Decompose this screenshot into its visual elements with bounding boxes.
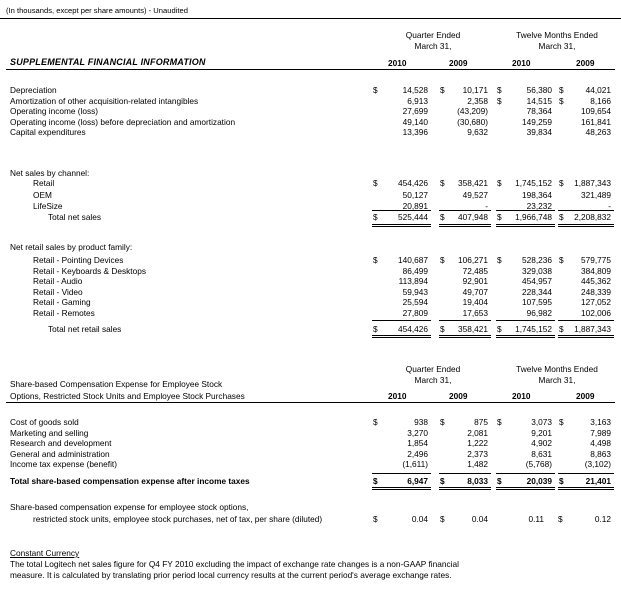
quarter-header-line1: Quarter Ended — [405, 30, 461, 40]
table-row — [0, 97, 621, 106]
units-note: (In thousands, except per share amounts) - Unaudited — [6, 6, 188, 15]
cell-value: (5,768) — [525, 459, 552, 469]
currency-symbol: $ — [559, 85, 564, 95]
twelve-header-line2: March 31, — [538, 375, 576, 385]
currency-symbol: $ — [497, 212, 502, 222]
row-label: Research and development — [10, 438, 112, 448]
double-underline — [496, 487, 555, 490]
cell-value: 72,485 — [462, 265, 488, 276]
twelve-header-line2: March 31, — [538, 41, 576, 51]
currency-symbol: $ — [440, 324, 445, 334]
per-share-value-4: 0.12 — [594, 514, 611, 524]
row-label: Retail - Pointing Devices — [33, 255, 124, 265]
currency-symbol: $ — [497, 95, 502, 106]
currency-symbol: $ — [440, 476, 445, 486]
cell-value: 1,887,343 — [574, 178, 611, 188]
section2-title-line2: Options, Restricted Stock Units and Employee Stock Purchases — [10, 391, 245, 401]
row-label: Total net sales — [48, 212, 102, 222]
cell-value: 59,943 — [402, 286, 428, 297]
cell-value: 2,373 — [467, 448, 488, 459]
table-row — [0, 267, 621, 276]
cell-value: 44,021 — [585, 85, 611, 95]
currency-symbol: $ — [497, 255, 502, 265]
cell-value: 20,891 — [402, 201, 428, 211]
cell-value: 149,259 — [522, 116, 552, 127]
section-title-supplemental: SUPPLEMENTAL FINANCIAL INFORMATION — [10, 57, 206, 67]
cell-value: 454,426 — [398, 324, 428, 334]
currency-symbol: $ — [497, 324, 502, 334]
year-q-2010: 2010 — [388, 391, 407, 401]
double-underline — [372, 224, 431, 227]
currency-symbol: $ — [373, 212, 378, 222]
year-q-2009: 2009 — [449, 58, 468, 68]
cell-value: 4,498 — [590, 438, 611, 448]
cell-value: 23,232 — [526, 201, 552, 211]
table-row — [0, 298, 621, 307]
cell-value: 938 — [414, 417, 428, 427]
cell-value: 102,006 — [581, 307, 611, 318]
row-label: Retail - Keyboards & Desktops — [33, 265, 146, 276]
cell-value: 107,595 — [522, 297, 552, 307]
cell-value: 454,426 — [398, 178, 428, 188]
twelve-header-1 — [497, 30, 617, 52]
row-label: Retail - Gaming — [33, 297, 91, 307]
cell-value: 9,632 — [467, 127, 488, 137]
total-row — [0, 325, 621, 334]
row-label: Retail - Video — [33, 286, 83, 297]
cell-value: 1,222 — [467, 438, 488, 448]
row-label: Marketing and selling — [10, 427, 89, 438]
table-row — [0, 450, 621, 459]
row-label: Retail - Remotes — [33, 307, 95, 318]
year-t-2010: 2010 — [512, 58, 531, 68]
top-rule — [0, 18, 621, 19]
header-rule-1 — [6, 69, 615, 70]
cell-value: 113,894 — [398, 276, 428, 286]
row-label: Amortization of other acquisition-related intangibles — [10, 95, 199, 106]
cell-value: 86,499 — [402, 265, 428, 276]
per-share-sym-3: $ — [558, 514, 563, 524]
per-share-value-2: 0.04 — [471, 514, 488, 524]
cell-value: 2,496 — [407, 448, 428, 459]
quarter-header-line2: March 31, — [414, 41, 452, 51]
cell-value: 8,863 — [590, 448, 611, 459]
double-underline — [439, 224, 491, 227]
cell-value: 78,364 — [526, 106, 552, 116]
cell-value: 1,887,343 — [574, 324, 611, 334]
cell-value: 6,947 — [407, 476, 428, 486]
row-label: Cost of goods sold — [10, 417, 79, 427]
cell-value: 4,902 — [531, 438, 552, 448]
cell-value: 161,841 — [581, 116, 611, 127]
cell-value: 25,594 — [402, 297, 428, 307]
table-row — [0, 191, 621, 200]
year-q-2010: 2010 — [388, 58, 407, 68]
table-row — [0, 460, 621, 469]
cell-value: 1,745,152 — [515, 324, 552, 334]
cell-value: 6,913 — [407, 95, 428, 106]
table-row — [0, 118, 621, 127]
cell-value: 875 — [474, 417, 488, 427]
cell-value: 358,421 — [458, 178, 488, 188]
currency-symbol: $ — [559, 95, 564, 106]
currency-symbol: $ — [440, 85, 445, 95]
double-underline — [372, 487, 431, 490]
header-rule-2 — [6, 402, 615, 403]
cell-value: 21,401 — [585, 476, 611, 486]
cell-value: 2,208,832 — [574, 212, 611, 222]
table-row — [0, 128, 621, 137]
cell-value: 321,489 — [581, 189, 611, 200]
row-label: OEM — [33, 189, 52, 200]
currency-symbol: $ — [559, 255, 564, 265]
double-underline — [496, 335, 555, 338]
footnote-line2: measure. It is calculated by translating prior period local currency results at the current period's average exchange rates. — [10, 570, 452, 580]
footnote-line1: The total Logitech net sales figure for Q4 FY 2010 excluding the impact of exchange rate changes is a non-GAAP financial — [10, 559, 459, 569]
currency-symbol: $ — [373, 85, 378, 95]
twelve-header-line1: Twelve Months Ended — [516, 30, 598, 40]
row-label: Income tax expense (benefit) — [10, 459, 117, 469]
row-label: Operating income (loss) before depreciation and amortization — [10, 116, 236, 127]
cell-value: 19,404 — [462, 297, 488, 307]
table-row — [0, 256, 621, 265]
cell-value: 2,081 — [467, 427, 488, 438]
cell-value: - — [485, 201, 488, 211]
per-share-sym-2: $ — [440, 514, 445, 524]
cell-value: 8,033 — [467, 476, 488, 486]
cell-value: 92,901 — [462, 276, 488, 286]
currency-symbol: $ — [440, 212, 445, 222]
cell-value: (43,209) — [457, 106, 488, 116]
cell-value: 384,809 — [581, 265, 611, 276]
row-label: Operating income (loss) — [10, 106, 99, 116]
currency-symbol: $ — [373, 417, 378, 427]
currency-symbol: $ — [559, 476, 564, 486]
table-row — [0, 429, 621, 438]
cell-value: 329,038 — [522, 265, 552, 276]
cell-value: 106,271 — [458, 255, 488, 265]
table-row — [0, 179, 621, 188]
cell-value: 49,140 — [402, 116, 428, 127]
per-share-line2: restricted stock units, employee stock purchases, net of tax, per share (diluted) — [33, 514, 323, 524]
cell-value: 228,344 — [522, 286, 552, 297]
currency-symbol: $ — [440, 178, 445, 188]
single-underline — [372, 210, 431, 211]
cell-value: 528,236 — [522, 255, 552, 265]
single-underline — [496, 473, 555, 474]
row-label: Total net retail sales — [48, 324, 122, 334]
row-label: Retail - Audio — [33, 276, 83, 286]
double-underline — [439, 335, 491, 338]
table-row — [0, 418, 621, 427]
currency-symbol: $ — [373, 476, 378, 486]
year-q-2009: 2009 — [449, 391, 468, 401]
double-underline — [439, 487, 491, 490]
row-label: General and administration — [10, 448, 110, 459]
cell-value: 9,201 — [531, 427, 552, 438]
table-row — [0, 309, 621, 318]
row-label: Depreciation — [10, 85, 57, 95]
cell-value: 407,948 — [458, 212, 488, 222]
currency-symbol: $ — [440, 417, 445, 427]
section2-title-line1: Share-based Compensation Expense for Employee Stock — [10, 379, 223, 389]
per-share-value-1: 0.04 — [411, 514, 428, 524]
single-underline — [372, 320, 431, 321]
total-row — [0, 477, 621, 486]
twelve-header-line1: Twelve Months Ended — [516, 364, 598, 374]
cell-value: 525,444 — [398, 212, 428, 222]
cell-value: 27,699 — [402, 106, 428, 116]
cell-value: 20,039 — [526, 476, 552, 486]
cell-value: 13,396 — [402, 127, 428, 137]
cell-value: 358,421 — [458, 324, 488, 334]
currency-symbol: $ — [440, 255, 445, 265]
cell-value: - — [608, 201, 611, 211]
currency-symbol: $ — [373, 324, 378, 334]
cell-value: (1,611) — [402, 459, 428, 469]
per-share-value-3: 0.11 — [528, 514, 544, 524]
cell-value: 1,854 — [407, 438, 428, 448]
cell-value: 96,982 — [526, 307, 552, 318]
single-underline — [558, 473, 614, 474]
cell-value: 1,745,152 — [515, 178, 552, 188]
cell-value: 49,707 — [462, 286, 488, 297]
cell-value: 14,515 — [526, 95, 552, 106]
single-underline — [496, 210, 555, 211]
currency-symbol: $ — [497, 417, 502, 427]
cell-value: 198,364 — [522, 189, 552, 200]
currency-symbol: $ — [497, 85, 502, 95]
double-underline — [558, 224, 614, 227]
currency-symbol: $ — [559, 324, 564, 334]
quarter-header-2 — [378, 364, 488, 386]
cell-value: 7,989 — [590, 427, 611, 438]
table-row — [0, 86, 621, 95]
single-underline — [558, 320, 614, 321]
cell-value: 14,528 — [402, 85, 428, 95]
cell-value: 127,052 — [581, 297, 611, 307]
currency-symbol: $ — [559, 178, 564, 188]
single-underline — [439, 473, 491, 474]
table-row — [0, 439, 621, 448]
cell-value: 39,834 — [526, 127, 552, 137]
cell-value: 579,775 — [581, 255, 611, 265]
per-share-line1: Share-based compensation expense for employee stock options, — [10, 502, 249, 512]
cell-value: (30,680) — [457, 116, 488, 127]
block-title: Net retail sales by product family: — [10, 242, 133, 252]
single-underline — [558, 210, 614, 211]
cell-value: 3,163 — [590, 417, 611, 427]
table-row — [0, 288, 621, 297]
cell-value: 3,270 — [407, 427, 428, 438]
single-underline — [439, 320, 491, 321]
currency-symbol: $ — [497, 178, 502, 188]
currency-symbol: $ — [373, 255, 378, 265]
single-underline — [496, 320, 555, 321]
cell-value: 56,380 — [526, 85, 552, 95]
cell-value: 109,654 — [581, 106, 611, 116]
cell-value: 48,263 — [585, 127, 611, 137]
table-row — [0, 277, 621, 286]
row-label: Capital expenditures — [10, 127, 86, 137]
row-label: Retail — [33, 178, 55, 188]
cell-value: 50,127 — [402, 189, 428, 200]
table-row — [0, 107, 621, 116]
total-row — [0, 213, 621, 222]
year-t-2009: 2009 — [576, 391, 595, 401]
footnote-heading: Constant Currency — [10, 548, 80, 558]
double-underline — [496, 224, 555, 227]
single-underline — [439, 210, 491, 211]
single-underline — [372, 473, 431, 474]
quarter-header-line2: March 31, — [414, 375, 452, 385]
row-label: Total share-based compensation expense after income taxes — [10, 476, 250, 486]
currency-symbol: $ — [559, 417, 564, 427]
cell-value: 445,362 — [581, 276, 611, 286]
double-underline — [558, 335, 614, 338]
row-label: LifeSize — [33, 201, 63, 211]
currency-symbol: $ — [497, 476, 502, 486]
year-t-2010: 2010 — [512, 391, 531, 401]
currency-symbol: $ — [559, 212, 564, 222]
per-share-sym-1: $ — [373, 514, 378, 524]
double-underline — [372, 335, 431, 338]
cell-value: 27,809 — [402, 307, 428, 318]
cell-value: 8,166 — [590, 95, 611, 106]
cell-value: 454,957 — [522, 276, 552, 286]
cell-value: 248,339 — [581, 286, 611, 297]
quarter-header-line1: Quarter Ended — [405, 364, 461, 374]
twelve-header-2 — [497, 364, 617, 386]
cell-value: 3,073 — [531, 417, 552, 427]
block-title: Net sales by channel: — [10, 168, 90, 178]
quarter-header-1 — [378, 30, 488, 52]
cell-value: (3,102) — [584, 459, 611, 469]
cell-value: 49,527 — [462, 189, 488, 200]
cell-value: 10,171 — [462, 85, 488, 95]
cell-value: 1,966,748 — [515, 212, 552, 222]
cell-value: 2,358 — [467, 95, 488, 106]
double-underline — [558, 487, 614, 490]
cell-value: 8,631 — [531, 448, 552, 459]
currency-symbol: $ — [373, 178, 378, 188]
cell-value: 1,482 — [467, 459, 488, 469]
cell-value: 140,687 — [398, 255, 428, 265]
cell-value: 17,653 — [462, 307, 488, 318]
year-t-2009: 2009 — [576, 58, 595, 68]
